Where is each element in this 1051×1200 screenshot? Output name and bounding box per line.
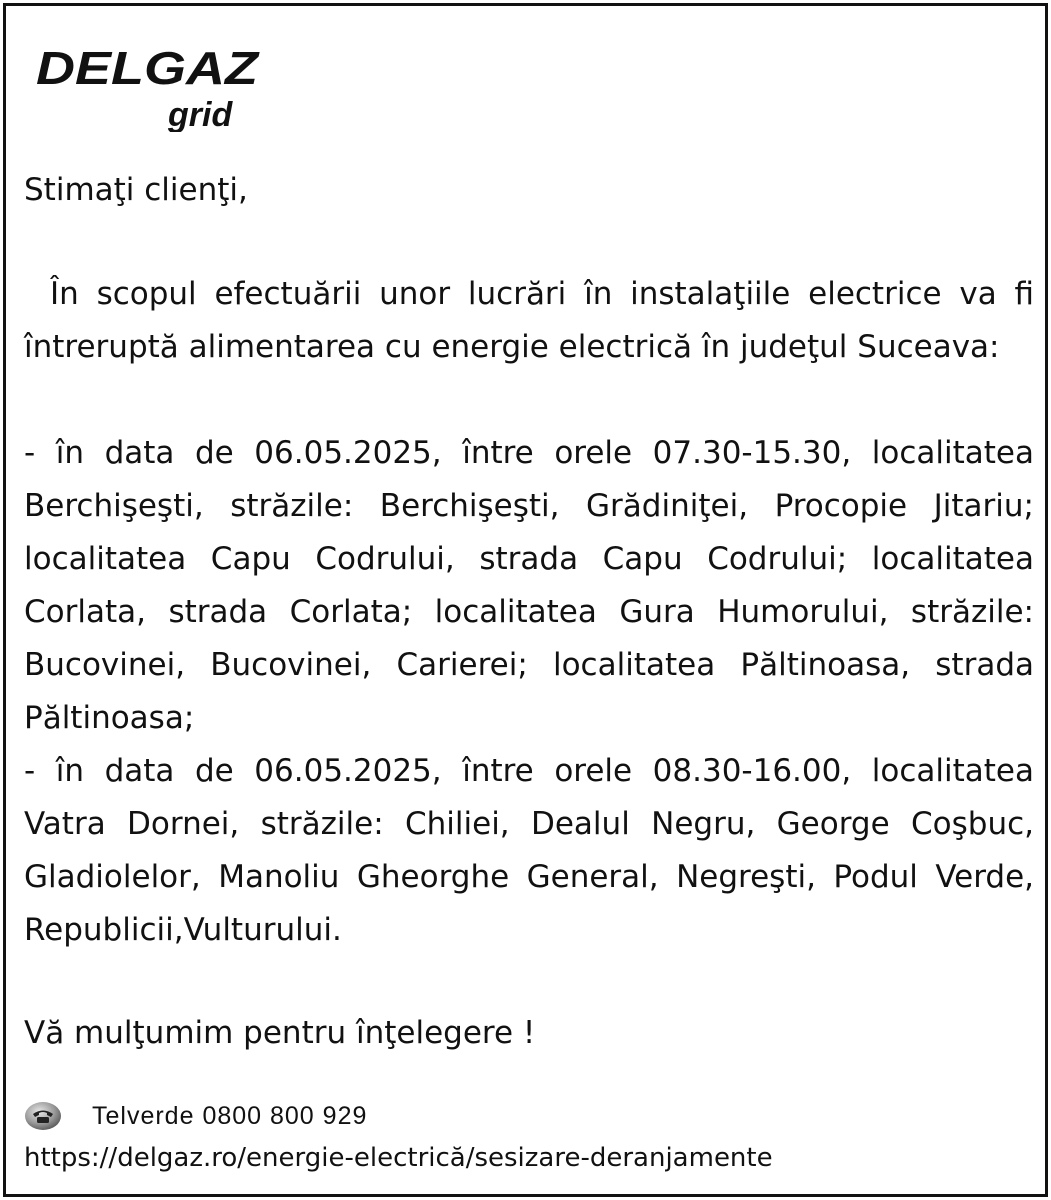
greeting: Stimaţi clienţi, — [24, 172, 248, 208]
notice-body — [24, 268, 1034, 957]
logo-sub-text: grid — [168, 96, 233, 132]
delgaz-grid-logo — [34, 42, 274, 132]
phone-row — [24, 1096, 367, 1136]
paragraph-spacer — [24, 374, 1034, 427]
logo-brand-text: DELGAZ — [36, 42, 261, 94]
outage-item-1: - în data de 06.05.2025, între orele 07.30-15.30, localitatea Berchişeşti, străzile: Berchişeşti, Grădiniţei, Procopie Jitariu; localitatea Capu Codrului, strada Capu Codrului; localitatea Corlata, strada Corlata; localitatea Gura Humorului, străzile: Bucovinei, Bucovinei, Carierei; localitatea Păltinoasa, strada Păltinoasa; — [24, 435, 1034, 736]
phone-number: Telverde 0800 800 929 — [92, 1101, 368, 1130]
outage-item-2: - în data de 06.05.2025, între orele 08.30-16.00, localitatea Vatra Dornei, străzile: Chiliei, Dealul Negru, George Coşbuc, Gladiolelor, Manoliu Gheorghe General, Negreşti, Podul Verde, Republicii,Vulturului. — [24, 753, 1034, 948]
delgaz-logo-graphic — [34, 42, 274, 132]
notice-frame — [3, 3, 1048, 1197]
website-url: https://delgaz.ro/energie-electrică/sesizare-deranjamente — [24, 1143, 773, 1173]
telephone-icon — [24, 1101, 62, 1131]
intro-paragraph: În scopul efectuării unor lucrări în instalaţiile electrice va fi întreruptă alimentarea cu energie electrică în judeţul Suceava: — [24, 276, 1034, 365]
thanks-text: Vă mulţumim pentru înţelegere ! — [24, 1015, 536, 1051]
